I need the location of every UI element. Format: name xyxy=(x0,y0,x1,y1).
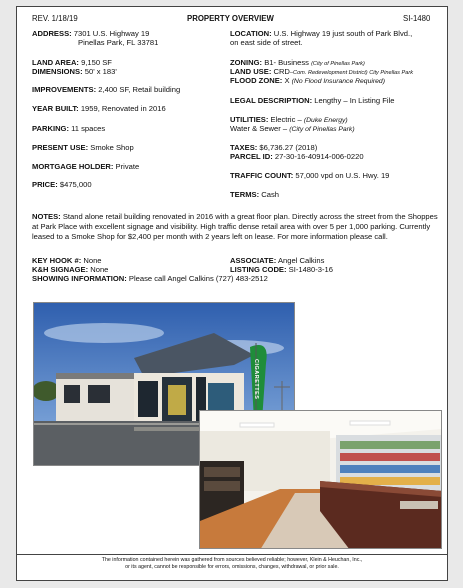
land-use-label: LAND USE: xyxy=(230,67,272,76)
parcel-id-value: 27-30-16-40914-006-0220 xyxy=(274,152,364,161)
legal-description-label: LEGAL DESCRIPTION: xyxy=(230,96,313,105)
showing-value: Please call Angel Calkins (727) 483-2512 xyxy=(128,274,268,283)
dimensions-row xyxy=(32,67,117,76)
key-hook-label: KEY HOOK #: xyxy=(32,256,82,265)
showing-row xyxy=(32,274,268,283)
zoning-label: ZONING: xyxy=(230,58,263,67)
listing-code-row xyxy=(230,265,333,274)
land-area-row xyxy=(32,58,112,67)
flag-sign-text: CIGARETTES xyxy=(253,359,259,400)
flood-zone-row xyxy=(230,76,385,86)
land-use-note: –Com. Redevelopment District) City Pinellas Park xyxy=(289,70,414,76)
address-line1: 7301 U.S. Highway 19 xyxy=(73,29,150,38)
terms-value: Cash xyxy=(261,190,279,199)
legal-description-row xyxy=(230,96,394,105)
terms-row xyxy=(230,190,279,199)
key-hook-row xyxy=(32,256,102,265)
dimensions-value: 50' x 183' xyxy=(84,67,117,76)
interior-photo xyxy=(199,410,442,549)
legal-description-value: Lengthy – In Listing File xyxy=(314,96,395,105)
mortgage-row xyxy=(32,162,139,171)
taxes-value: $6,736.27 (2018) xyxy=(259,143,318,152)
listing-code-label: LISTING CODE: xyxy=(230,265,287,274)
land-area-label: LAND AREA: xyxy=(32,58,79,67)
flood-zone-note: (No Flood Insurance Required) xyxy=(291,78,385,85)
notes-label: NOTES: xyxy=(32,212,61,221)
year-built-label: YEAR BUILT: xyxy=(32,104,79,113)
zoning-value: B1- Business xyxy=(264,58,309,67)
water-sewer-row xyxy=(230,124,355,134)
associate-value: Angel Calkins xyxy=(277,256,325,265)
year-built-value: 1959, Renovated in 2016 xyxy=(80,104,166,113)
showing-label: SHOWING INFORMATION: xyxy=(32,274,127,283)
present-use-value: Smoke Shop xyxy=(90,143,134,152)
disclaimer-footer xyxy=(17,554,447,572)
notes-text: Stand alone retail building renovated in 2016 with a great floor plan. Directly across the street from the Shoppes at Park Place with excellent signage and visibility. High traffic dense retail area with over 5 per 1,000 parking. Currently leased to a Smoke Shop for $2,400 per month with 2 years left on lease. For more information please call. xyxy=(32,212,438,241)
price-label: PRICE: xyxy=(32,180,58,189)
utilities-value: Electric – xyxy=(270,115,302,124)
price-value: $475,000 xyxy=(59,180,92,189)
location-line1: U.S. Highway 19 just south of Park Blvd., xyxy=(273,29,413,38)
signage-value: None xyxy=(90,265,109,274)
interior-photo-illustration xyxy=(200,411,442,549)
land-area-value: 9,150 SF xyxy=(81,58,112,67)
key-hook-value: None xyxy=(83,256,102,265)
traffic-count-value: 57,000 vpd on U.S. Hwy. 19 xyxy=(295,171,390,180)
address-label: ADDRESS: xyxy=(32,29,72,38)
traffic-count-label: TRAFFIC COUNT: xyxy=(230,171,294,180)
parcel-id-label: PARCEL ID: xyxy=(230,152,273,161)
year-built-row xyxy=(32,104,166,113)
price-row xyxy=(32,180,92,189)
page-title: PROPERTY OVERVIEW xyxy=(187,14,274,23)
revision-date: REV. 1/18/19 xyxy=(32,14,78,23)
listing-code-value: SI-1480-3-16 xyxy=(288,265,333,274)
mortgage-label: MORTGAGE HOLDER: xyxy=(32,162,114,171)
address-line2: Pinellas Park, FL 33781 xyxy=(78,38,159,47)
improvements-label: IMPROVEMENTS: xyxy=(32,85,97,94)
taxes-row xyxy=(230,143,317,152)
flood-zone-value: X xyxy=(284,76,290,85)
signage-label: K&H SIGNAGE: xyxy=(32,265,89,274)
location-label: LOCATION: xyxy=(230,29,272,38)
associate-label: ASSOCIATE: xyxy=(230,256,277,265)
parking-value: 11 spaces xyxy=(71,124,106,133)
disclaimer-line2: or its agent, cannot be responsible for errors, omissions, changes, withdrawal, or prior sale. xyxy=(125,564,339,571)
present-use-row xyxy=(32,143,134,152)
notes-paragraph xyxy=(32,212,440,241)
water-sewer-note: (City of Pinellas Park) xyxy=(289,126,355,133)
present-use-label: PRESENT USE: xyxy=(32,143,89,152)
taxes-label: TAXES: xyxy=(230,143,258,152)
improvements-row xyxy=(32,85,180,94)
dimensions-label: DIMENSIONS: xyxy=(32,67,83,76)
improvements-value: 2,400 SF, Retail building xyxy=(98,85,181,94)
flood-zone-label: FLOOD ZONE: xyxy=(230,76,283,85)
disclaimer-line1: The information contained herein was gathered from sources believed reliable; however, Klein & Heuchan, Inc., xyxy=(101,557,363,563)
location-row xyxy=(230,29,412,38)
parking-label: PARKING: xyxy=(32,124,69,133)
land-use-value: CRD xyxy=(273,67,290,76)
location-line2: on east side of street. xyxy=(230,38,303,47)
utilities-note: (Duke Energy) xyxy=(303,117,348,124)
signage-row xyxy=(32,265,108,274)
water-sewer-value: Water & Sewer – xyxy=(230,124,288,133)
address-row xyxy=(32,29,149,38)
mortgage-value: Private xyxy=(115,162,140,171)
header-code: SI-1480 xyxy=(403,14,431,23)
traffic-count-row xyxy=(230,171,389,180)
utilities-label: UTILITIES: xyxy=(230,115,269,124)
property-overview-sheet xyxy=(16,6,448,581)
parcel-id-row xyxy=(230,152,364,161)
associate-row xyxy=(230,256,324,265)
parking-row xyxy=(32,124,105,133)
terms-label: TERMS: xyxy=(230,190,260,199)
zoning-note: (City of Pinellas Park) xyxy=(311,61,365,67)
